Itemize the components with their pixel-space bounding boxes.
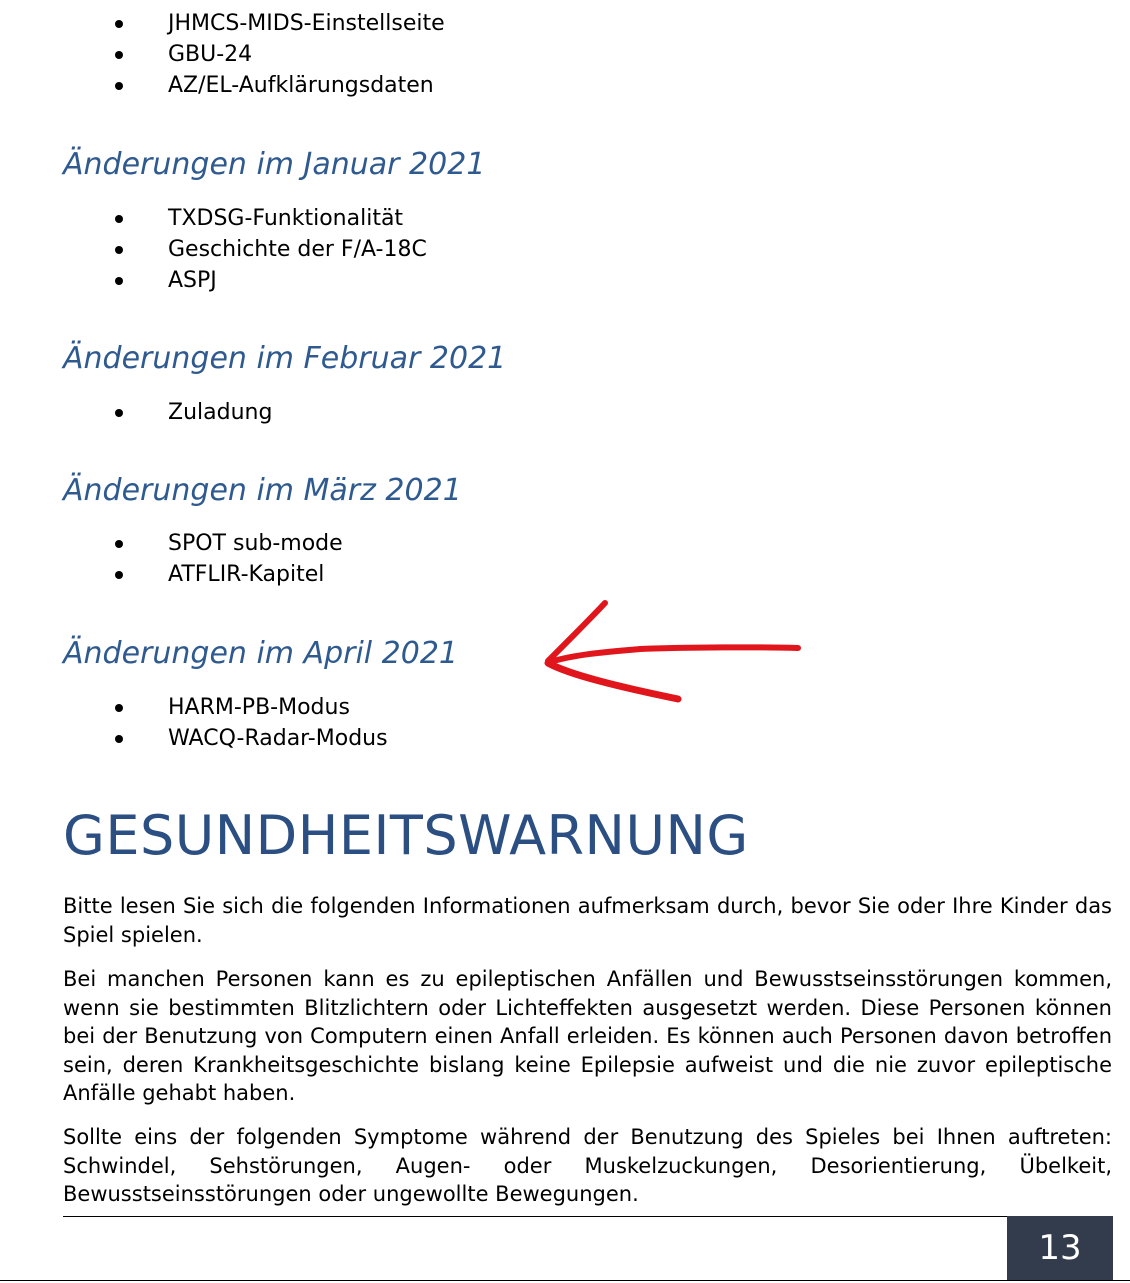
health-warning-title: GESUNDHEITSWARNUNG	[63, 804, 749, 867]
list-item-text: ATFLIR-Kapitel	[168, 562, 325, 587]
list-item-text: Zuladung	[168, 400, 273, 425]
bullet-icon	[115, 215, 123, 223]
list-item	[0, 397, 272, 428]
bullet-icon	[115, 704, 123, 712]
list-item	[0, 39, 445, 70]
list-item	[0, 203, 427, 234]
list-item-text: ASPJ	[168, 268, 217, 293]
list-item	[0, 559, 343, 590]
list-item-text: SPOT sub-mode	[168, 531, 343, 556]
bullet-icon	[115, 51, 123, 59]
page-bottom-divider	[0, 1280, 1130, 1281]
list-item	[0, 723, 388, 754]
arrow-shaft	[550, 647, 798, 662]
section-heading-april: Änderungen im April 2021	[63, 636, 458, 671]
bullet-icon	[115, 246, 123, 254]
bullet-icon	[115, 409, 123, 417]
bullet-icon	[115, 20, 123, 28]
list-item	[0, 265, 427, 296]
list-item-text: AZ/EL-Aufklärungsdaten	[168, 73, 434, 98]
list-item-text: HARM-PB-Modus	[168, 695, 350, 720]
list-item	[0, 528, 343, 559]
section-heading-january: Änderungen im Januar 2021	[63, 147, 486, 182]
section-list-march	[0, 528, 343, 590]
bullet-icon	[115, 540, 123, 548]
list-item-text: WACQ-Radar-Modus	[168, 726, 388, 751]
list-item	[0, 8, 445, 39]
bullet-icon	[115, 735, 123, 743]
section-list-february	[0, 397, 272, 428]
intro-bullet-list	[0, 8, 445, 101]
bullet-icon	[115, 571, 123, 579]
red-arrow-left-icon	[540, 595, 805, 705]
list-item	[0, 70, 445, 101]
page-number: 13	[1007, 1216, 1113, 1280]
health-warning-paragraph-1: Bitte lesen Sie sich die folgenden Informationen aufmerksam durch, bevor Sie oder Ihre Kinder das Spiel spielen.	[63, 894, 1112, 947]
arrow-head-lower	[548, 663, 678, 699]
section-list-april	[0, 692, 388, 754]
health-warning-paragraph-2: Bei manchen Personen kann es zu epileptischen Anfällen und Bewusstseinsstörungen kommen, wenn sie bestimmten Blitzlichtern oder Lichteffekten ausgesetzt werden. Diese Personen können bei der Benutzung von Computern einen Anfall erleiden. Es können auch Personen davon betroffen sein, deren Krankheitsgeschichte bislang keine Epilepsie aufweist und die nie zuvor epileptische Anfälle gehabt haben.	[63, 967, 1112, 1105]
footer-divider	[63, 1216, 1007, 1217]
list-item	[0, 692, 388, 723]
section-heading-march: Änderungen im März 2021	[63, 473, 462, 508]
bullet-icon	[115, 277, 123, 285]
list-item-text: GBU-24	[168, 42, 253, 67]
list-item	[0, 234, 427, 265]
section-heading-february: Änderungen im Februar 2021	[63, 341, 507, 376]
bullet-icon	[115, 82, 123, 90]
list-item-text: TXDSG-Funktionalität	[168, 206, 404, 231]
list-item-text: Geschichte der F/A-18C	[168, 237, 427, 262]
section-list-january	[0, 203, 427, 296]
list-item-text: JHMCS-MIDS-Einstellseite	[168, 11, 445, 36]
health-warning-paragraph-3: Sollte eins der folgenden Symptome während der Benutzung des Spieles bei Ihnen auftreten: Schwindel, Sehstörungen, Augen- oder Muskelzuckungen, Desorientierung, Übelkeit, Bewusstseinsstörungen oder ungewollte Bewegungen.	[63, 1125, 1112, 1206]
